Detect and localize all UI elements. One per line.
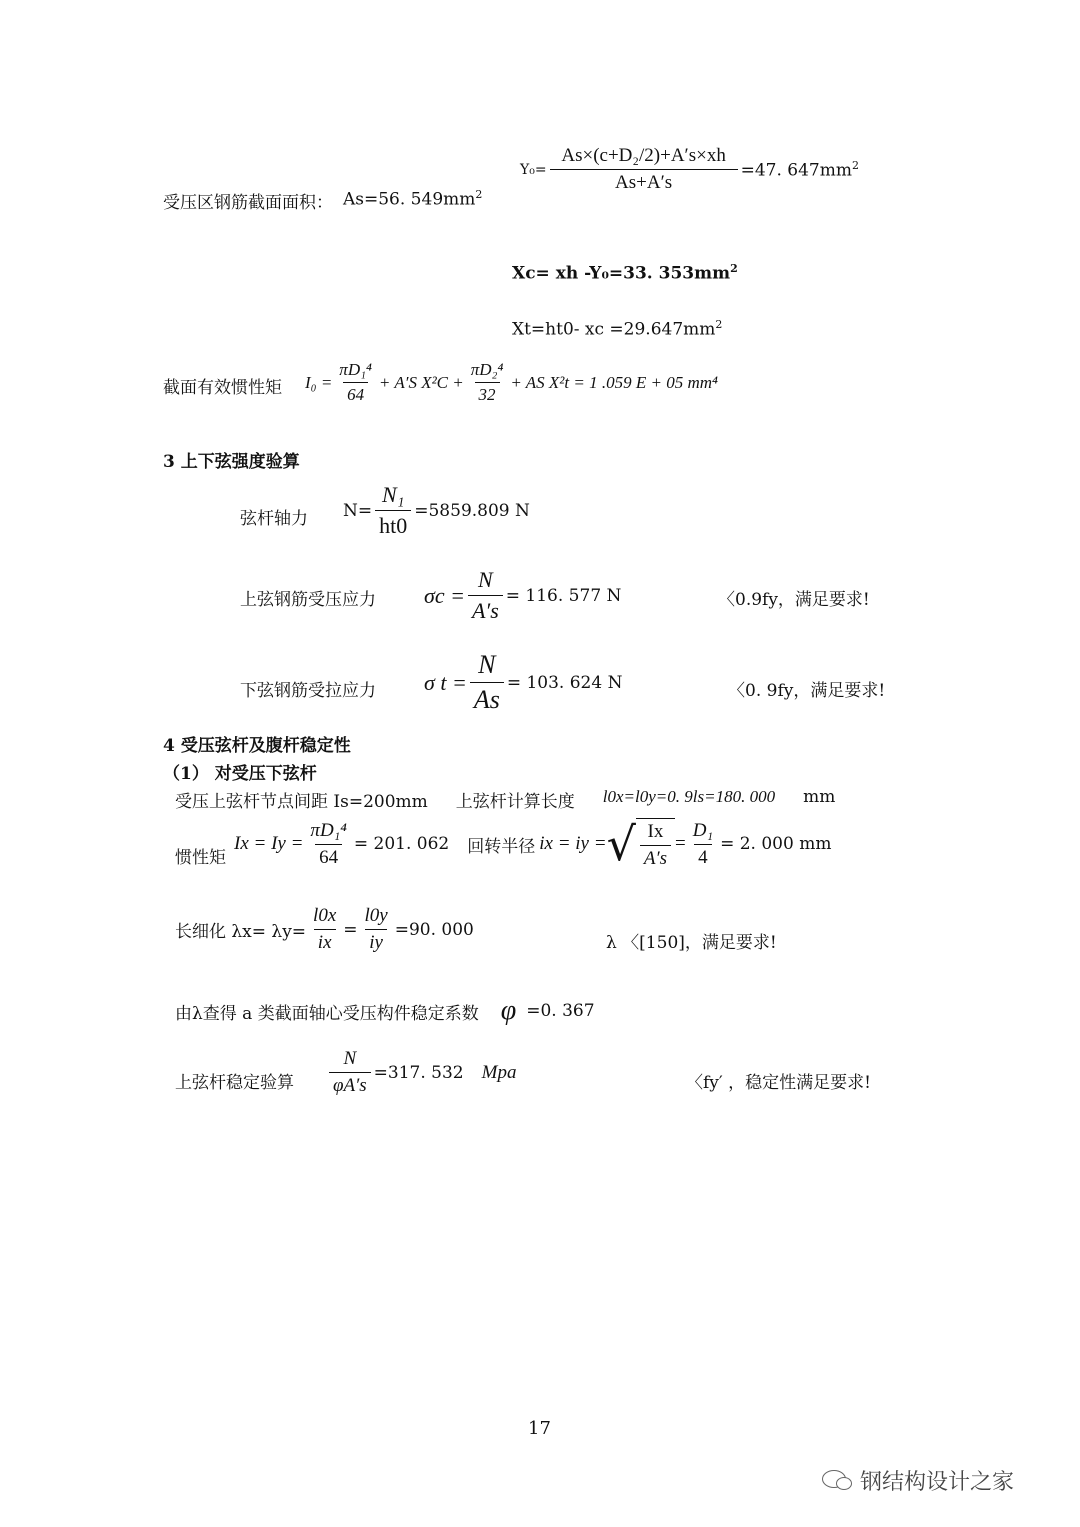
chord-force-formula: N= $\frac{\text{N₁}}{ht0}$ =5859.809 N [343,482,530,538]
section-4-heading: 4 受压弦杆及腹杆稳定性 [163,736,351,756]
compression-rebar-area-label: 受压区钢筋截面面积： [163,193,333,213]
upper-chord-stress-label: 上弦钢筋受压应力 [240,590,376,610]
lower-chord-stress-check: 〈0. 9fy，满足要求! [728,681,886,701]
y0-fraction: $\frac{\text{As×(c+D₂/2)+A′s×xh}}{As+A's}$ [550,145,738,194]
stability-check-label: 上弦杆稳定验算 [175,1073,294,1093]
page-number: 17 [528,1418,551,1439]
effective-inertia-formula: I₀ = $\frac{\text{πD₁⁴}}{64}$ + A′S X²C + $\frac{\text{πD₂⁴}}{32}$ + AS X²t = 1 .059 E + 05 mm⁴ [305,360,718,404]
xt-line: Xt=ht0- xc $=29.647mm^2$ [512,318,723,340]
chord-force-label: 弦杆轴力 [240,509,308,529]
slenderness-formula: 长细化 λx= λy= $\frac{l0x}{ix}$ = $\frac{l0y}{iy}$ =90. 000 [175,905,474,953]
square-root: √ $\frac{Ix}{A's}$ [607,818,675,870]
section-4-subheading: （1） 对受压下弦杆 [163,764,317,784]
xc-line: Xc= xh -Y₀=33. $353mm^2$ [512,262,738,284]
lower-chord-stress-label: 下弦钢筋受拉应力 [240,681,376,701]
y0-formula: Y₀= $\frac{\text{As×(c+D₂/2)+A′s×xh}}{As+A's}$ =47. $647mm^2$ [520,145,859,193]
compression-rebar-area-value: As=56. $549mm^2$ [343,188,483,210]
slenderness-check: λ 〈[150]，满足要求! [606,933,777,953]
section-3-heading: 3 上下弦强度验算 [163,452,300,472]
watermark: 钢结构设计之家 [822,1465,1014,1496]
effective-inertia-label: 截面有效惯性矩 [163,378,282,398]
stability-check-formula: $\frac{N}{\varphi A's}$ =317. 532 Mpa [326,1048,516,1097]
moment-of-inertia-label: 惯性矩 [175,848,226,868]
upper-chord-stress-check: 〈0.9fy，满足要求! [718,590,870,610]
stability-coefficient-line: 由λ查得 a 类截面轴心受压构件稳定系数 φ =0. 367 [175,995,595,1026]
stability-check-result: 〈fy′ ，稳定性满足要求! [686,1073,871,1093]
node-spacing-line: 受压上弦杆节点间距 Is=200mm 上弦杆计算长度 l0x=l0y=0. 9ls=180. 000 mm [175,787,836,812]
moment-of-inertia-formula: Ix = Iy = $\frac{\text{πD₁⁴}}{64}$ = 201. 062 回转半径 ix = iy = √ $\frac{Ix}{A's}$ = $\frac{\text{D₁}}{4}$ = 2. 000 mm [234,817,832,871]
lower-chord-stress-formula: σ t = $\frac{N}{As}$ = 103. 624 N [424,650,623,714]
wechat-icon [822,1470,854,1492]
upper-chord-stress-formula: σc = $\frac{N}{A's}$ = 116. 577 N [424,567,622,623]
